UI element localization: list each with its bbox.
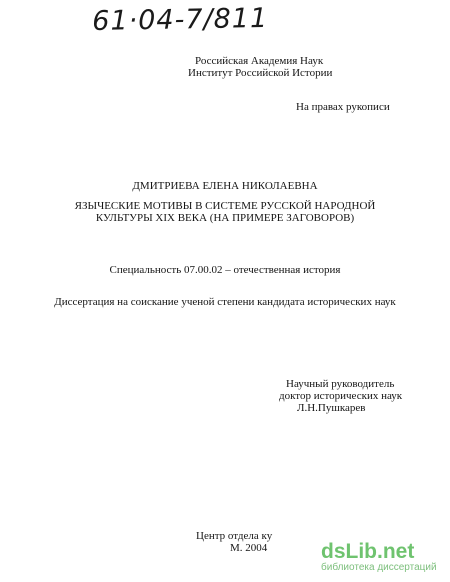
dslib-watermark — [321, 540, 441, 574]
handwritten-archive-stamp — [92, 3, 268, 37]
header-institute: Институт Российской Истории — [188, 67, 333, 79]
footer-center: Центр отдела ку — [196, 530, 273, 542]
supervisor-degree: доктор исторических наук — [279, 390, 403, 402]
manuscript-rights: На правах рукописи — [296, 101, 390, 113]
watermark-logo: dsLib.net — [321, 540, 415, 563]
specialty: Специальность 07.00.02 – отечественная история — [109, 264, 341, 276]
dissertation-title-line-2: КУЛЬТУРЫ XIX ВЕКА (НА ПРИМЕРЕ ЗАГОВОРОВ) — [95, 212, 355, 224]
dissertation-title-line-1: ЯЗЫЧЕСКИЕ МОТИВЫ В СИСТЕМЕ РУССКОЙ НАРОДНОЙ — [74, 200, 376, 212]
supervisor-name: Л.Н.Пушкарев — [297, 402, 366, 414]
stamp-text: 61·04-7/811 — [92, 2, 269, 37]
header-academy: Российская Академия Наук — [195, 55, 324, 67]
footer-city-year: М. 2004 — [230, 542, 268, 554]
author-name: ДМИТРИЕВА ЕЛЕНА НИКОЛАЕВНА — [132, 180, 318, 192]
supervisor-label: Научный руководитель — [286, 378, 395, 390]
watermark-subtitle: библиотека диссертаций — [321, 562, 437, 573]
degree-statement: Диссертация на соискание ученой степени кандидата исторических наук — [54, 296, 396, 308]
